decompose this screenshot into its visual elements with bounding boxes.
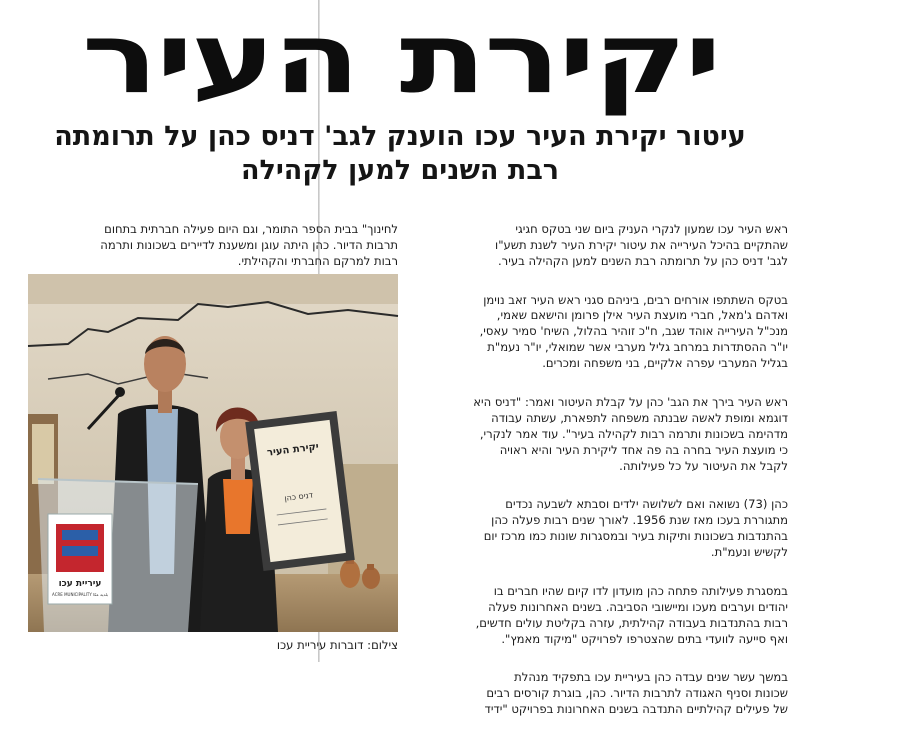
paragraph: ראש העיר עכו שמעון לנקרי העניק ביום שני בטקס חגיגי שהתקיים בהיכל העירייה את עיטור יקירת העיר לשנת תשע"ו לגב' דניס כהן על תרומתה רבת השנים למען הקהילה בעיר. bbox=[495, 221, 788, 268]
certificate-name: דניס כהן bbox=[283, 490, 314, 503]
paragraph: במסגרת פעילותה פתחה כהן מועדון לדו קיום שהיו חברים בו יהודים וערבים מעכו ומיישובי הסביבה. בשנים האחרונות פעלה רבות בהתנדבות בעבודה קהילתית, עזרה בקליטת עולים חדשים, ואף סייעה לוועדי בתים שהצטרפו לפרויקט "מיקוד מאמץ". bbox=[475, 583, 788, 646]
glass-podium bbox=[38, 479, 198, 632]
headline-line-1: עיטור יקירת העיר עכו הוענק לגב' דניס כהן על תרומתה bbox=[54, 121, 746, 152]
paragraph: לחינוך" בבית הספר התומר, וגם היום פעילה חברתית בתחום תרבות הדיור. כהן היתה עוגן ומשענת לדיירים בשכונות ותרמה רבות למרקם החברתי והקהילתי. bbox=[100, 221, 398, 268]
headline-line-2: רבת השנים למען לקהילה bbox=[240, 155, 560, 186]
podium-logo-text: עיריית עכו bbox=[58, 579, 102, 589]
certificate-title: יקירת העיר bbox=[266, 441, 320, 459]
masthead-title: יקירת העיר bbox=[81, 2, 720, 116]
certificate-frame bbox=[245, 411, 355, 571]
article-column-left bbox=[12, 206, 398, 266]
paragraph: במשך עשר שנים עבדה כהן בעיריית עכו בתפקיד מנהלת שכונות וסניף האגודה לתרבות הדיור. כהן, בוגרת קורסים רבים של פעילים קהילתיים התנדבה בשנים האחרונות בפרויקט "ידיד bbox=[484, 670, 788, 717]
article-headline bbox=[10, 120, 790, 188]
article-column-right bbox=[402, 206, 788, 717]
photo-caption: צילום: דוברות עיריית עכו bbox=[276, 638, 398, 652]
podium-logo-subtext: ACRE MUNICIPALITY بلدية عكا bbox=[52, 592, 108, 597]
paragraph: כהן (73) נשואה ואם לשלושה ילדים וסבתא לשבעה נכדים מתגוררת בעכו מאז שנת 1956. לאורך שנים רבות פעלה כהן בהתנדבות בשכונות ותיקות בעיר ובמסגרות שונות כמו מרכז יום לקשיש ונעמ"ת. bbox=[483, 497, 788, 560]
paragraph: בטקס השתתפו אורחים רבים, ביניהם סגני ראש העיר זאב נוימן ואדהם ג'מאל, חברי מועצת העיר אילן פרומן והישאם שאמי, מנכ"ל העירייה אוהד שגב, ח"כ זוהיר בהלול, השיח' סמיר עאסי, יו"ר ההסתדרות במרחב גליל מערבי אשר שמואלי, יו"ר נעמ"ת בגליל המערבי עפרה אלקיים, בני משפחה ומכרים. bbox=[479, 292, 788, 371]
article-photo bbox=[28, 274, 398, 632]
photo-illustration bbox=[28, 274, 398, 632]
paragraph: ראש העיר בירך את הגב' כהן על קבלת העיטור ואמר: "דניס היא דוגמא ומופת לאשה שבנתה משפחה לתפארת, עשתה עבודה מדהימה בשכונות ותרמה רבות לקהילה בעיר". עוד אמר לנקרי, כי מועצת העיר בחרה בה פה אחד ליקירת העיר והיא ראויה לקבל את העיטור על כל פעילותה. bbox=[473, 394, 788, 473]
